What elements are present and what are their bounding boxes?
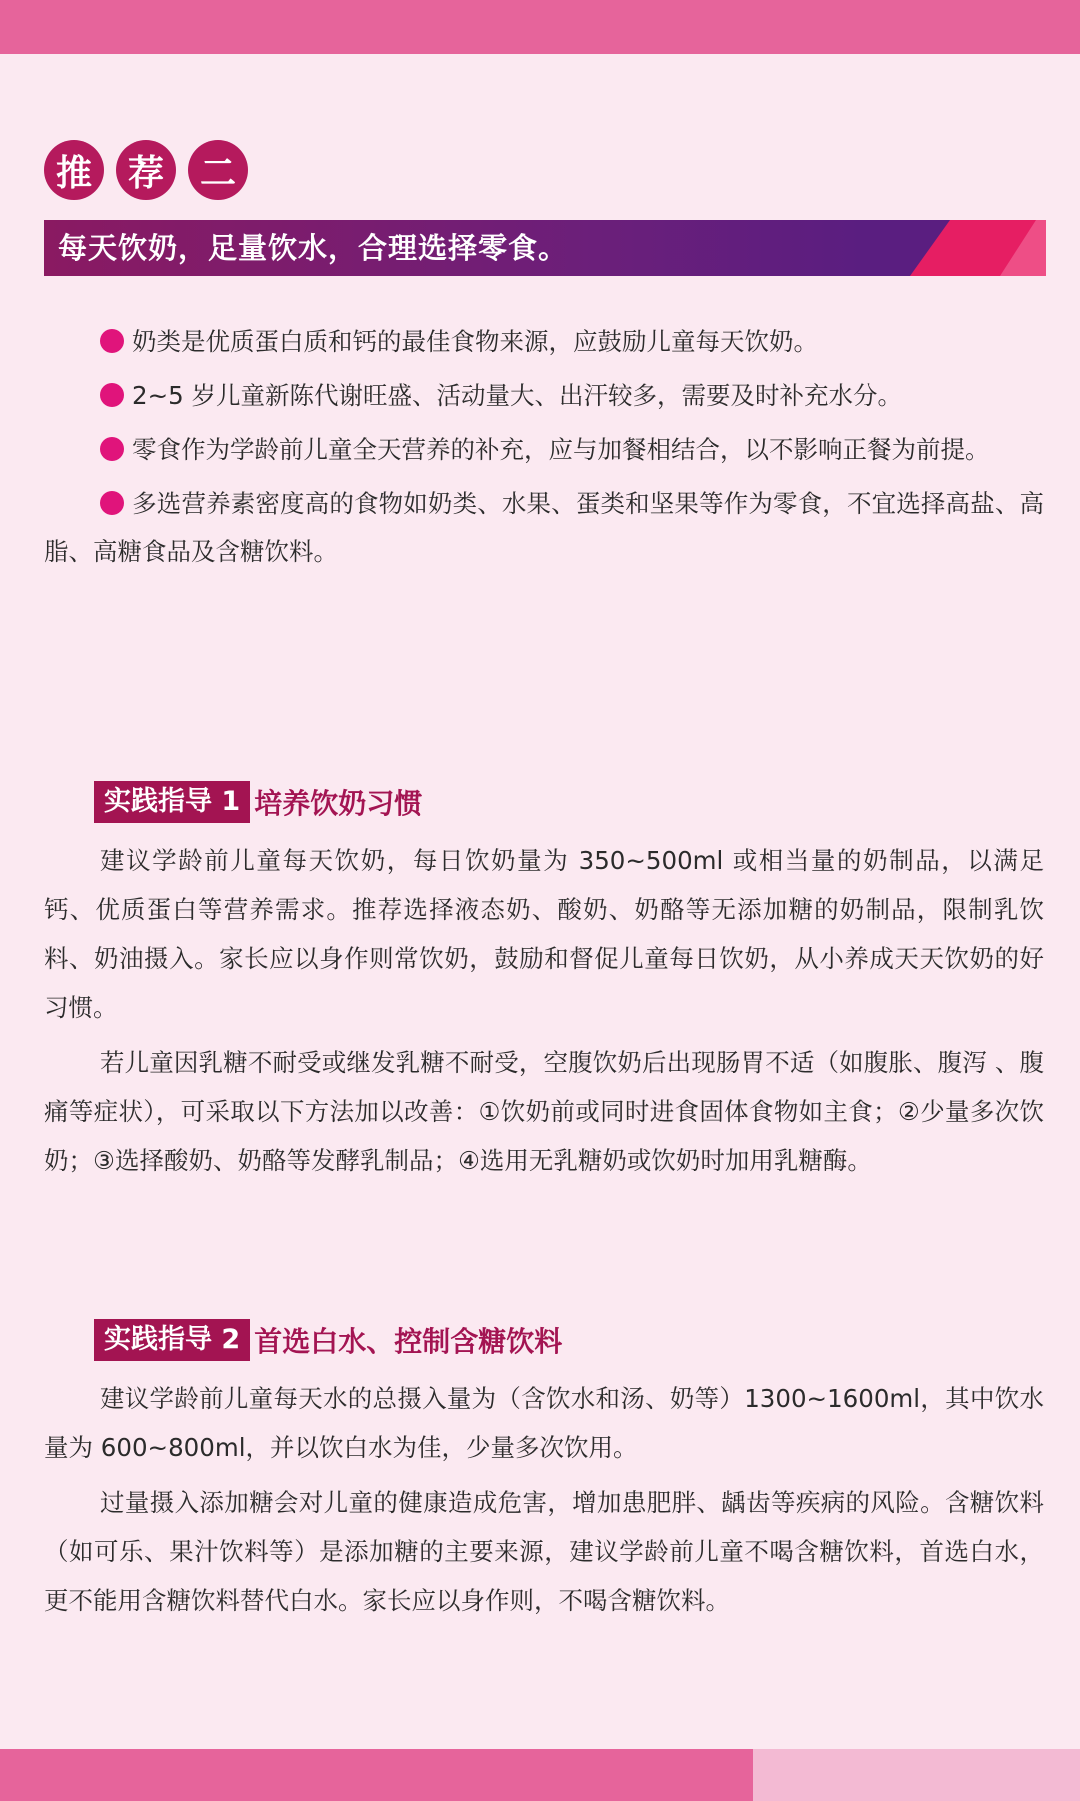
list-item: [44, 480, 1044, 576]
key-points-list: [44, 318, 1044, 582]
practice-guide-2: [44, 1318, 1044, 1631]
section-heading: [94, 780, 1044, 824]
bullet-dot-icon: [100, 437, 124, 461]
list-item: [44, 372, 1044, 420]
title-char-badge: 二: [188, 140, 248, 200]
list-item-text: 2~5 岁儿童新陈代谢旺盛、活动量大、出汗较多，需要及时补充水分。: [132, 381, 902, 410]
top-decorative-bar: [0, 0, 1080, 54]
paragraph: 若儿童因乳糖不耐受或继发乳糖不耐受，空腹饮奶后出现肠胃不适（如腹胀、腹泻 、腹痛等症状），可采取以下方法加以改善：①饮奶前或同时进食固体食物如主食；②少量多次饮奶；③选择酸奶、奶酪等发酵乳制品；④选用无乳糖奶或饮奶时加用乳糖酶。: [44, 1048, 1044, 1175]
bullet-dot-icon: [100, 491, 124, 515]
paragraph: 过量摄入添加糖会对儿童的健康造成危害，增加患肥胖、龋齿等疾病的风险。含糖饮料（如可乐、果汁饮料等）是添加糖的主要来源，建议学龄前儿童不喝含糖饮料，首选白水，更不能用含糖饮料替代白水。家长应以身作则，不喝含糖饮料。: [44, 1488, 1044, 1615]
recommendation-banner: [44, 220, 1046, 276]
banner-text: 每天饮奶，足量饮水，合理选择零食。: [58, 231, 569, 265]
bottom-decorative-bar-accent: [753, 1749, 1080, 1801]
paragraph: 建议学龄前儿童每天水的总摄入量为（含饮水和汤、奶等）1300~1600ml，其中饮水量为 600~800ml，并以饮白水为佳，少量多次饮用。: [44, 1384, 1044, 1462]
list-item: [44, 426, 1044, 474]
section-tag: 实践指导 1: [94, 781, 250, 823]
bullet-dot-icon: [100, 383, 124, 407]
list-item: [44, 318, 1044, 366]
section-title-badges: [44, 140, 248, 200]
practice-guide-1: [44, 780, 1044, 1191]
section-heading: [94, 1318, 1044, 1362]
bottom-decorative-bar: [0, 1749, 753, 1801]
title-char-badge: 推: [44, 140, 104, 200]
title-char-badge: 荐: [116, 140, 176, 200]
list-item-text: 奶类是优质蛋白质和钙的最佳食物来源，应鼓励儿童每天饮奶。: [132, 327, 818, 356]
bullet-dot-icon: [100, 329, 124, 353]
section-title: 首选白水、控制含糖饮料: [254, 1325, 563, 1358]
section-tag: 实践指导 2: [94, 1319, 250, 1361]
list-item-text: 多选营养素密度高的食物如奶类、水果、蛋类和坚果等作为零食，不宜选择高盐、高脂、高糖食品及含糖饮料。: [44, 489, 1044, 566]
section-title: 培养饮奶习惯: [254, 787, 423, 820]
paragraph: 建议学龄前儿童每天饮奶，每日饮奶量为 350~500ml 或相当量的奶制品，以满足钙、优质蛋白等营养需求。推荐选择液态奶、酸奶、奶酪等无添加糖的奶制品，限制乳饮料、奶油摄入。家长应以身作则常饮奶，鼓励和督促儿童每日饮奶，从小养成天天饮奶的好习惯。: [44, 846, 1044, 1022]
list-item-text: 零食作为学龄前儿童全天营养的补充，应与加餐相结合，以不影响正餐为前提。: [132, 435, 990, 464]
